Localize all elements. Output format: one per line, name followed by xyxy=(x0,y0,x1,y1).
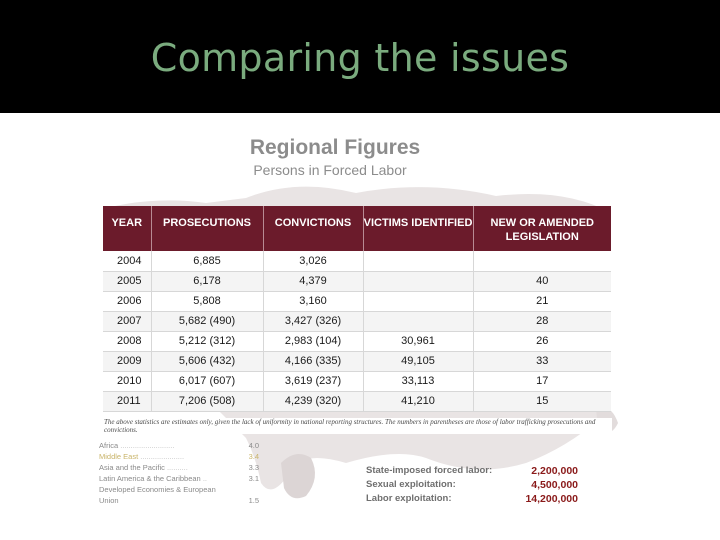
cell-legislation: 26 xyxy=(473,331,611,351)
legend-label: Latin America & the Caribbean xyxy=(99,474,201,483)
cell-convictions: 3,619 (237) xyxy=(263,371,363,391)
cell-legislation: 28 xyxy=(473,311,611,331)
total-value: 4,500,000 xyxy=(531,479,578,491)
cell-prosecutions: 5,606 (432) xyxy=(151,351,263,371)
table-row xyxy=(103,391,611,411)
cell-legislation: 21 xyxy=(473,291,611,311)
legend-item: Africa .......................... 4.0 xyxy=(99,441,259,450)
cell-prosecutions: 5,682 (490) xyxy=(151,311,263,331)
cell-victims: 49,105 xyxy=(363,351,473,371)
legend-item xyxy=(99,484,259,506)
cell-victims xyxy=(363,271,473,291)
total-value: 14,200,000 xyxy=(525,493,578,505)
cell-victims: 33,113 xyxy=(363,371,473,391)
cell-convictions: 4,239 (320) xyxy=(263,391,363,411)
regional-figures-image xyxy=(96,118,620,513)
header-prosecutions: PROSECUTIONS xyxy=(151,206,263,251)
cell-year: 2004 xyxy=(103,251,151,271)
legend-value: 3.1 xyxy=(248,474,259,483)
cell-year: 2011 xyxy=(103,391,151,411)
cell-year: 2005 xyxy=(103,271,151,291)
table-row xyxy=(103,371,611,391)
cell-victims xyxy=(363,311,473,331)
table-row xyxy=(103,351,611,371)
total-item xyxy=(366,492,578,506)
cell-victims xyxy=(363,291,473,311)
cell-legislation xyxy=(473,251,611,271)
cell-year: 2007 xyxy=(103,311,151,331)
total-label: State-imposed forced labor: xyxy=(366,465,493,476)
header-victims-identified: VICTIMS IDENTIFIED xyxy=(363,206,473,251)
cell-legislation: 33 xyxy=(473,351,611,371)
cell-convictions: 2,983 (104) xyxy=(263,331,363,351)
cell-year: 2009 xyxy=(103,351,151,371)
cell-legislation: 40 xyxy=(473,271,611,291)
total-label: Sexual exploitation: xyxy=(366,479,456,490)
figure-title: Regional Figures xyxy=(249,136,421,159)
cell-prosecutions: 5,212 (312) xyxy=(151,331,263,351)
legend-value: 4.0 xyxy=(248,441,259,450)
cell-legislation: 15 xyxy=(473,391,611,411)
legend-value: 3.3 xyxy=(248,463,259,472)
cell-convictions: 3,160 xyxy=(263,291,363,311)
legend-label: Middle East xyxy=(99,452,139,461)
table-row xyxy=(103,271,611,291)
cell-convictions: 3,427 (326) xyxy=(263,311,363,331)
cell-prosecutions: 5,808 xyxy=(151,291,263,311)
region-legend xyxy=(99,440,259,506)
cell-victims xyxy=(363,251,473,271)
cell-victims: 41,210 xyxy=(363,391,473,411)
figure-subtitle: Persons in Forced Labor xyxy=(253,162,407,178)
header-year: YEAR xyxy=(103,206,151,251)
cell-prosecutions: 6,178 xyxy=(151,271,263,291)
cell-year: 2008 xyxy=(103,331,151,351)
cell-victims: 30,961 xyxy=(363,331,473,351)
legend-item: Asia and the Pacific .......... 3.3 xyxy=(99,463,259,472)
total-item xyxy=(366,464,578,478)
cell-legislation: 17 xyxy=(473,371,611,391)
table-row xyxy=(103,311,611,331)
header-new-legislation: NEW OR AMENDED LEGISLATION xyxy=(473,206,611,251)
total-item xyxy=(366,478,578,492)
cell-convictions: 4,379 xyxy=(263,271,363,291)
legend-value: 3.4 xyxy=(248,452,259,461)
table-footnote: The above statistics are estimates only, given the lack of uniformity in national reporting structures. The numbers in parentheses are those of labor trafficking prosecutions and convictions. xyxy=(104,418,612,434)
legend-value: 1.5 xyxy=(248,496,259,505)
cell-prosecutions: 7,206 (508) xyxy=(151,391,263,411)
cell-convictions: 4,166 (335) xyxy=(263,351,363,371)
title-band xyxy=(0,0,720,113)
table-row xyxy=(103,251,611,271)
forced-labor-totals xyxy=(366,464,578,506)
cell-year: 2010 xyxy=(103,371,151,391)
statistics-table xyxy=(103,206,611,412)
cell-prosecutions: 6,017 (607) xyxy=(151,371,263,391)
legend-label: Africa xyxy=(99,441,119,450)
legend-item: Latin America & the Caribbean .. 3.1 xyxy=(99,474,259,483)
cell-convictions: 3,026 xyxy=(263,251,363,271)
table-row xyxy=(103,331,611,351)
total-label: Labor exploitation: xyxy=(366,493,452,504)
legend-item: Middle East ..................... 3.4 xyxy=(99,452,259,461)
cell-year: 2006 xyxy=(103,291,151,311)
header-convictions: CONVICTIONS xyxy=(263,206,363,251)
total-value: 2,200,000 xyxy=(531,465,578,477)
cell-prosecutions: 6,885 xyxy=(151,251,263,271)
table-header-row xyxy=(103,206,611,251)
table-row xyxy=(103,291,611,311)
legend-label: Asia and the Pacific xyxy=(99,463,165,472)
legend-label: Developed Economies & European Union xyxy=(99,485,216,505)
slide-title: Comparing the issues xyxy=(150,36,570,80)
